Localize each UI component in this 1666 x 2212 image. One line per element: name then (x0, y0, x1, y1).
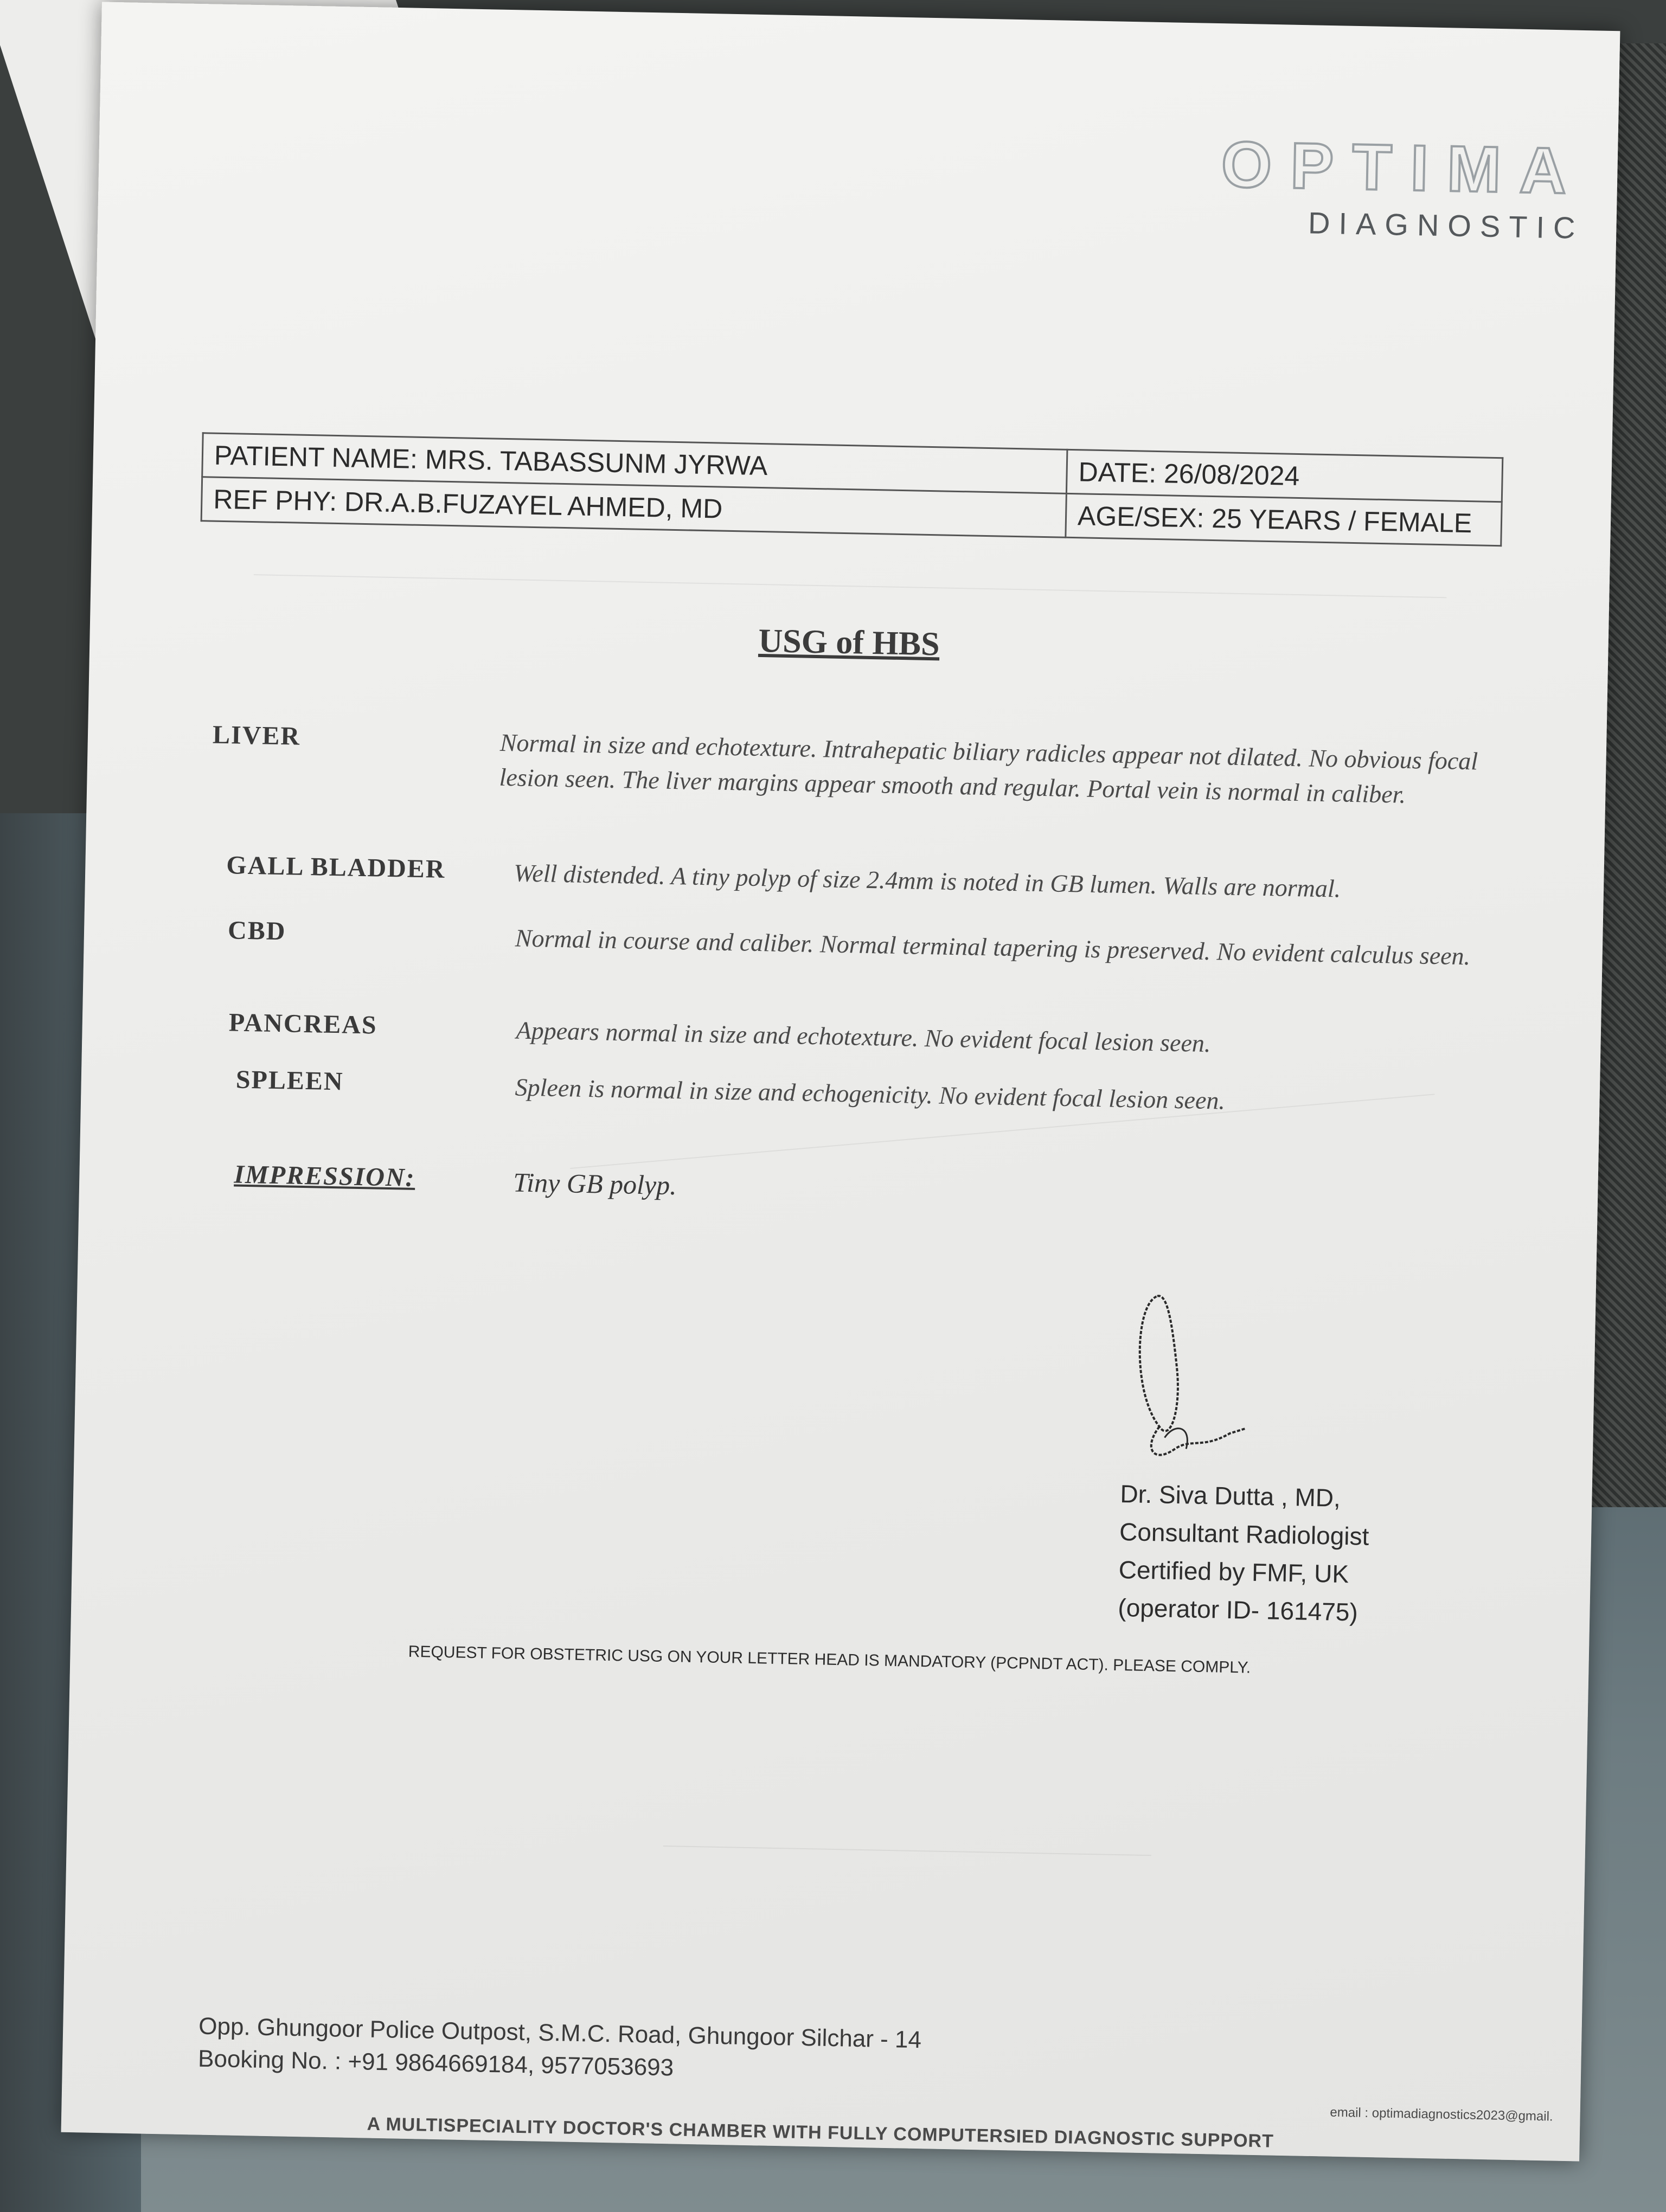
signatory-block (1118, 1475, 1370, 1631)
referring-physician: REF PHY: DR.A.B.FUZAYEL AHMED, MD (201, 477, 1066, 538)
logo-word: OPTIMA (1220, 128, 1586, 208)
footer-address: Opp. Ghungoor Police Outpost, S.M.C. Road, Ghungoor Silchar - 14 (198, 2012, 922, 2054)
footer-booking: Booking No. : +91 9864669184, 9577053693 (197, 2045, 674, 2081)
footer-address-block (198, 2010, 922, 2089)
pcpndt-notice: REQUEST FOR OBSTETRIC USG ON YOUR LETTER HEAD IS MANDATORY (PCPNDT ACT). PLEASE COMPLY. (408, 1642, 1251, 1677)
signatory-certification: Certified by FMF, UK (1118, 1555, 1349, 1589)
organ-description: Normal in size and echotexture. Intrahepatic biliary radicles appear not dilated. No obvious focal lesion seen. The liver margins appear smooth and regular. Portal vein is normal in caliber. (499, 728, 1478, 808)
signatory-name: Dr. Siva Dutta , MD, (1120, 1480, 1341, 1512)
patient-name: PATIENT NAME: MRS. TABASSUNM JYRWA (202, 433, 1067, 494)
finding-gall-bladder (86, 847, 1604, 903)
age-sex: AGE/SEX: 25 YEARS / FEMALE (1066, 493, 1502, 545)
finding-spleen (81, 1062, 1599, 1115)
clinic-logo (1220, 128, 1586, 246)
organ-description: Normal in course and caliber. Normal terminal tapering is preserved. No evident calculus seen. (515, 924, 1471, 970)
organ-label: LIVER (212, 720, 301, 751)
footer-tagline: A MULTISPECIALITY DOCTOR'S CHAMBER WITH FULLY COMPUTERSIED DIAGNOSTIC SUPPORT (367, 2113, 1274, 2152)
radiologist-signature (1121, 1285, 1254, 1467)
finding-cbd (85, 912, 1603, 970)
organ-label: CBD (227, 916, 286, 946)
organ-description: Spleen is normal in size and echogenicity. No evident focal lesion seen. (515, 1073, 1226, 1115)
report-title: USG of HBS (758, 622, 940, 663)
patient-info-table (201, 432, 1504, 546)
impression-section (80, 1156, 1598, 1201)
finding-liver (88, 717, 1606, 808)
signatory-operator-id: (operator ID- 161475) (1117, 1593, 1359, 1626)
signatory-role: Consultant Radiologist (1119, 1517, 1369, 1551)
impression-label: IMPRESSION: (234, 1160, 416, 1192)
footer-email: email : optimadiagnostics2023@gmail. (1330, 2105, 1553, 2124)
organ-description: Appears normal in size and echotexture. No evident focal lesion seen. (516, 1016, 1211, 1058)
organ-label: PANCREAS (228, 1008, 378, 1040)
impression-text: Tiny GB polyp. (512, 1167, 677, 1201)
organ-description: Well distended. A tiny polyp of size 2.4mm is noted in GB lumen. Walls are normal. (513, 859, 1341, 903)
report-sheet (61, 2, 1620, 2161)
organ-label: SPLEEN (235, 1065, 344, 1096)
logo-subtitle: DIAGNOSTIC (1308, 205, 1585, 246)
finding-pancreas (82, 1005, 1600, 1058)
organ-label: GALL BLADDER (226, 851, 446, 884)
report-date: DATE: 26/08/2024 (1066, 449, 1502, 501)
